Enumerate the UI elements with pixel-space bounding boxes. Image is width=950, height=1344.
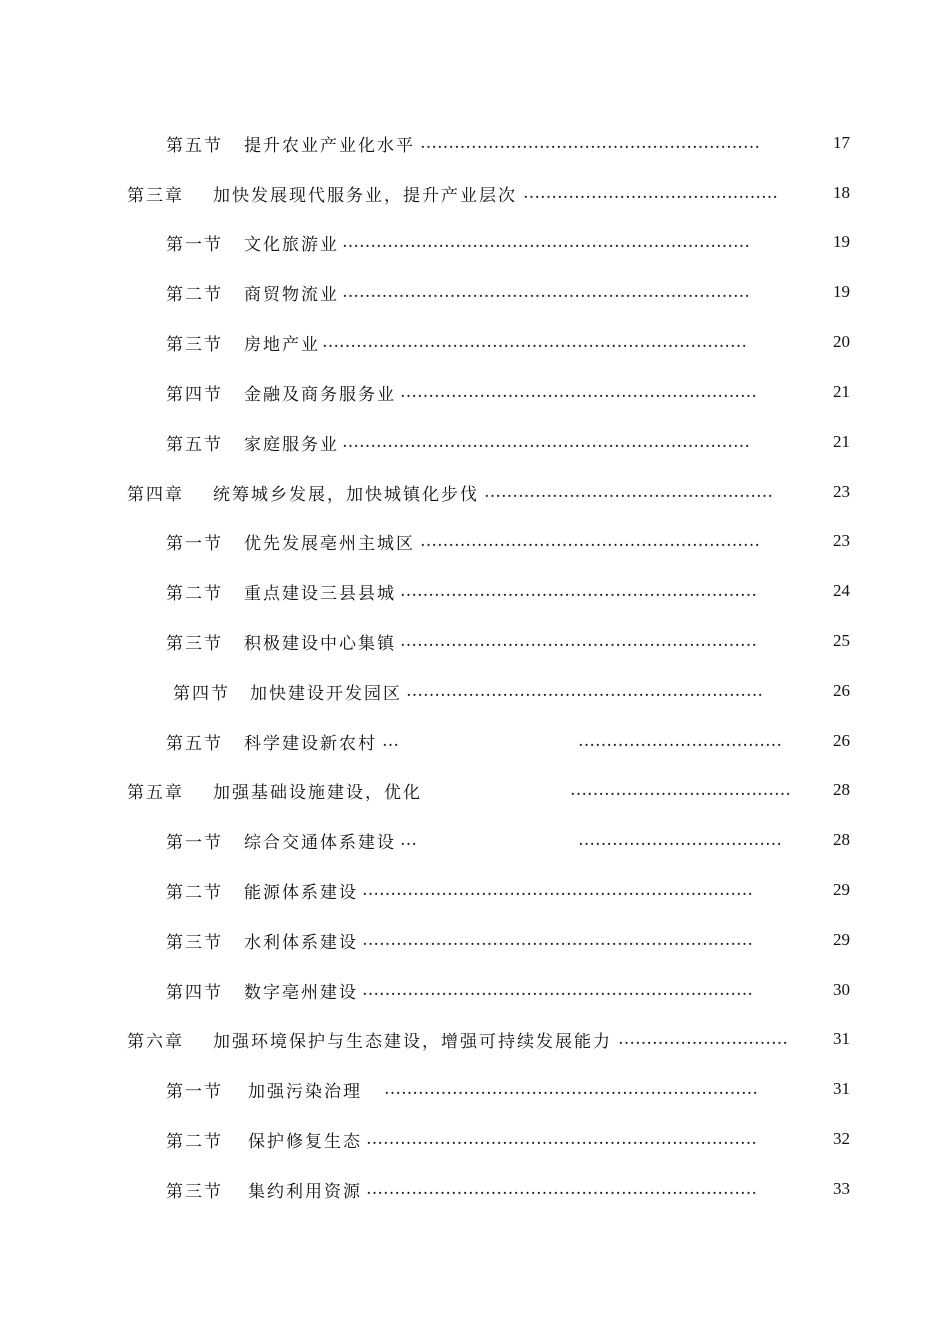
toc-entry[interactable] bbox=[0, 178, 950, 208]
page-number: 20 bbox=[833, 332, 850, 351]
entry-title: 重点建设三县县城 bbox=[244, 583, 396, 604]
entry-title: 加强基础设施建设，优化 bbox=[213, 782, 422, 803]
page-number: 29 bbox=[833, 880, 850, 899]
entry-title: 水利体系建设 bbox=[244, 932, 358, 953]
page-number: 32 bbox=[833, 1129, 850, 1148]
dot-leader: ………………………………………………………… bbox=[384, 1079, 758, 1099]
entry-title: 房地产业 bbox=[244, 334, 320, 355]
dot-leader: … bbox=[382, 731, 399, 751]
toc-entry[interactable] bbox=[0, 676, 950, 706]
dot-leader: ……………………………………………………………… bbox=[342, 432, 750, 452]
dot-leader: …………………………………………………………… bbox=[362, 930, 753, 950]
entry-title: 金融及商务服务业 bbox=[244, 384, 396, 405]
entry-number: 第四节 bbox=[166, 384, 223, 405]
toc-entry[interactable] bbox=[0, 1124, 950, 1154]
page-number: 30 bbox=[833, 980, 850, 999]
dot-leader: ……………………………………………………………… bbox=[342, 282, 750, 302]
entry-number: 第五节 bbox=[166, 733, 223, 754]
page-number: 19 bbox=[833, 282, 850, 301]
toc-entry[interactable] bbox=[0, 477, 950, 507]
page-number: 21 bbox=[833, 382, 850, 401]
dot-leader: …………………………………………………………… bbox=[362, 980, 753, 1000]
entry-number: 第六章 bbox=[127, 1031, 184, 1052]
entry-title: 加快发展现代服务业，提升产业层次 bbox=[213, 185, 517, 206]
entry-title: 统筹城乡发展，加快城镇化步伐 bbox=[213, 484, 479, 505]
dot-leader: …………………………………………… bbox=[484, 482, 773, 502]
dot-leader: ……………………………………………………… bbox=[400, 382, 757, 402]
page-number: 28 bbox=[833, 780, 850, 799]
entry-number: 第一节 bbox=[166, 1081, 223, 1102]
page-number: 19 bbox=[833, 232, 850, 251]
page-number: 26 bbox=[833, 681, 850, 700]
entry-number: 第三节 bbox=[166, 334, 223, 355]
entry-title: 数字亳州建设 bbox=[244, 982, 358, 1003]
entry-number: 第五节 bbox=[166, 434, 223, 455]
page-number: 31 bbox=[833, 1029, 850, 1048]
page-number: 23 bbox=[833, 531, 850, 550]
dot-leader: ………………………………… bbox=[570, 780, 791, 800]
page-number: 17 bbox=[833, 133, 850, 152]
toc-entry[interactable] bbox=[0, 427, 950, 457]
entry-title: 加强环境保护与生态建设，增强可持续发展能力 bbox=[213, 1031, 612, 1052]
dot-leader: … bbox=[400, 830, 417, 850]
page-number: 29 bbox=[833, 930, 850, 949]
entry-number: 第二节 bbox=[166, 1131, 223, 1152]
entry-title: 家庭服务业 bbox=[244, 434, 339, 455]
entry-number: 第四节 bbox=[173, 683, 230, 704]
entry-title: 商贸物流业 bbox=[244, 284, 339, 305]
toc-entry[interactable] bbox=[0, 775, 950, 805]
dot-leader: ……………………………… bbox=[578, 830, 782, 850]
entry-number: 第一节 bbox=[166, 533, 223, 554]
toc-entry[interactable] bbox=[0, 327, 950, 357]
toc-entry[interactable] bbox=[0, 277, 950, 307]
dot-leader: …………………………………………………………… bbox=[366, 1129, 757, 1149]
dot-leader: …………………………………………………………… bbox=[362, 880, 753, 900]
dot-leader: ……………………………………………………… bbox=[406, 681, 763, 701]
entry-number: 第五节 bbox=[166, 135, 223, 156]
entry-title: 能源体系建设 bbox=[244, 882, 358, 903]
entry-number: 第二节 bbox=[166, 583, 223, 604]
page-number: 25 bbox=[833, 631, 850, 650]
entry-title: 提升农业产业化水平 bbox=[244, 135, 415, 156]
toc-entry[interactable] bbox=[0, 626, 950, 656]
entry-number: 第三节 bbox=[166, 932, 223, 953]
entry-title: 保护修复生态 bbox=[248, 1131, 362, 1152]
dot-leader: …………………………………………………… bbox=[420, 133, 760, 153]
entry-number: 第三节 bbox=[166, 1181, 223, 1202]
toc-entry[interactable] bbox=[0, 526, 950, 556]
toc-entry[interactable] bbox=[0, 576, 950, 606]
page-number: 26 bbox=[833, 731, 850, 750]
dot-leader: …………………………………………………………… bbox=[366, 1179, 757, 1199]
toc-entry[interactable] bbox=[0, 875, 950, 905]
entry-number: 第三节 bbox=[166, 633, 223, 654]
page-number: 18 bbox=[833, 183, 850, 202]
toc-entry[interactable] bbox=[0, 1174, 950, 1204]
toc-entry[interactable] bbox=[0, 377, 950, 407]
entry-number: 第一节 bbox=[166, 234, 223, 255]
dot-leader: ……………………………………… bbox=[523, 183, 778, 203]
entry-number: 第二节 bbox=[166, 284, 223, 305]
dot-leader: ………………………… bbox=[618, 1029, 788, 1049]
page-number: 33 bbox=[833, 1179, 850, 1198]
entry-title: 综合交通体系建设 bbox=[244, 832, 396, 853]
entry-title: 加强污染治理 bbox=[248, 1081, 362, 1102]
page-number: 24 bbox=[833, 581, 850, 600]
page-number: 21 bbox=[833, 432, 850, 451]
entry-number: 第一节 bbox=[166, 832, 223, 853]
entry-title: 优先发展亳州主城区 bbox=[244, 533, 415, 554]
toc-entry[interactable] bbox=[0, 975, 950, 1005]
page-number: 23 bbox=[833, 482, 850, 501]
entry-title: 加快建设开发园区 bbox=[250, 683, 402, 704]
entry-title: 科学建设新农村 bbox=[244, 733, 377, 754]
entry-number: 第四节 bbox=[166, 982, 223, 1003]
page-number: 28 bbox=[833, 830, 850, 849]
dot-leader: ……………………………………………………… bbox=[400, 581, 757, 601]
page-number: 31 bbox=[833, 1079, 850, 1098]
entry-title: 文化旅游业 bbox=[244, 234, 339, 255]
toc-entry[interactable] bbox=[0, 128, 950, 158]
entry-number: 第四章 bbox=[127, 484, 184, 505]
toc-entry[interactable] bbox=[0, 1074, 950, 1104]
toc-entry[interactable] bbox=[0, 726, 950, 756]
entry-number: 第五章 bbox=[127, 782, 184, 803]
toc-entry[interactable] bbox=[0, 925, 950, 955]
entry-title: 集约利用资源 bbox=[248, 1181, 362, 1202]
dot-leader: …………………………………………………… bbox=[420, 531, 760, 551]
dot-leader: ……………………………………………………………… bbox=[342, 232, 750, 252]
dot-leader: ……………………………… bbox=[578, 731, 782, 751]
entry-number: 第三章 bbox=[127, 185, 184, 206]
toc-entry[interactable] bbox=[0, 227, 950, 257]
entry-title: 积极建设中心集镇 bbox=[244, 633, 396, 654]
entry-number: 第二节 bbox=[166, 882, 223, 903]
toc-entry[interactable] bbox=[0, 1024, 950, 1054]
dot-leader: ………………………………………………………………… bbox=[322, 332, 747, 352]
dot-leader: ……………………………………………………… bbox=[400, 631, 757, 651]
toc-entry[interactable] bbox=[0, 825, 950, 855]
